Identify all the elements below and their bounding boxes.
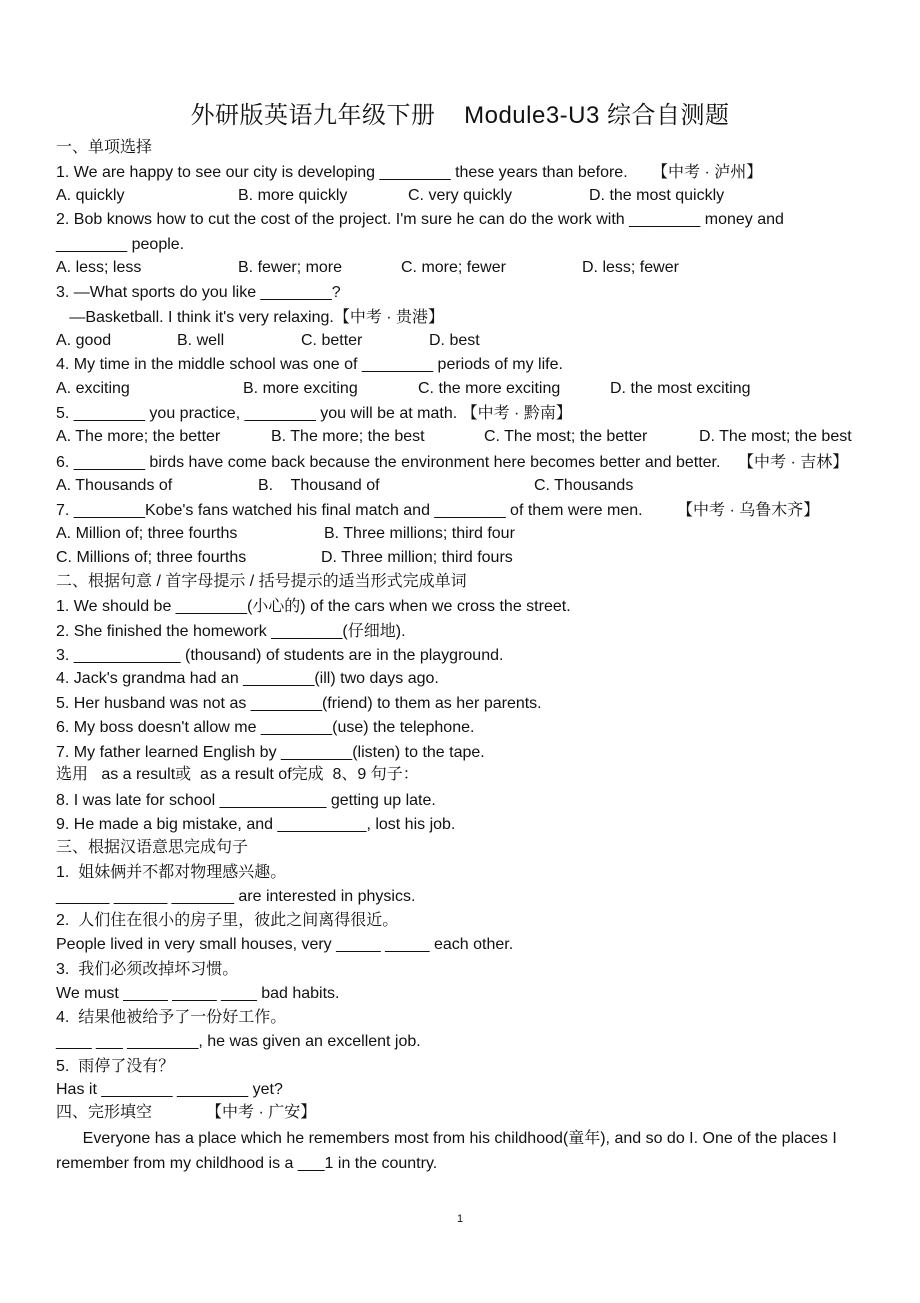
q3-option-c: C. better bbox=[301, 332, 363, 349]
fill-line-2: 2. She finished the homework ________(仔细地). bbox=[56, 623, 406, 640]
q5-option-b: B. The more; the best bbox=[271, 428, 425, 445]
q4-option-a: A. exciting bbox=[56, 380, 130, 397]
q7-option-d: D. Three million; third fours bbox=[321, 549, 513, 566]
fill-line-9: 9. He made a big mistake, and __________, lost his job. bbox=[56, 816, 456, 833]
fill-instruction-note: 选用 as a result或 as a result of完成 8、9 句子： bbox=[56, 766, 419, 783]
section-heading-4: 四、完形填空 bbox=[56, 1104, 153, 1121]
page-number: 1 bbox=[456, 1213, 464, 1225]
q6-option-a: A. Thousands of bbox=[56, 477, 173, 494]
q6-stem: 6. ________ birds have come back because the environment here becomes better and better. bbox=[56, 454, 721, 471]
q1-option-b: B. more quickly bbox=[238, 187, 348, 204]
q6-option-b: B. Thousand of bbox=[258, 477, 380, 494]
q1-option-d: D. the most quickly bbox=[589, 187, 725, 204]
q3-stem-cont: —Basketball. I think it's very relaxing.【中考 · 贵港】 bbox=[56, 309, 445, 326]
q5-option-c: C. The most; the better bbox=[484, 428, 648, 445]
q2-stem-cont: ________ people. bbox=[56, 236, 185, 253]
q5-option-d: D. The most; the best bbox=[699, 428, 852, 445]
q1-stem: 1. We are happy to see our city is developing ________ these years than before. bbox=[56, 164, 628, 181]
translate-prompt-2: 2. 人们住在很小的房子里，彼此之间离得很近。 bbox=[56, 912, 399, 929]
q7-option-a: A. Million of; three fourths bbox=[56, 525, 238, 542]
q2-option-b: B. fewer; more bbox=[238, 259, 343, 276]
cloze-paragraph-line-2: remember from my childhood is a ___1 in the country. bbox=[56, 1155, 438, 1172]
translate-prompt-3: 3. 我们必须改掉坏习惯。 bbox=[56, 961, 239, 978]
translate-answer-2: People lived in very small houses, very _____ _____ each other. bbox=[56, 936, 514, 953]
q1-source-tag: 【中考 · 泸州】 bbox=[652, 164, 763, 181]
q3-option-b: B. well bbox=[177, 332, 225, 349]
fill-line-1: 1. We should be ________(小心的) of the cars when we cross the street. bbox=[56, 598, 571, 615]
q7-stem: 7. ________Kobe's fans watched his final match and ________ of them were men. bbox=[56, 502, 643, 519]
q5-option-a: A. The more; the better bbox=[56, 428, 221, 445]
q4-option-b: B. more exciting bbox=[243, 380, 358, 397]
translate-prompt-1: 1. 姐妹俩并不都对物理感兴趣。 bbox=[56, 864, 287, 881]
q3-stem: 3. —What sports do you like ________? bbox=[56, 284, 341, 301]
section-heading-2: 二、根据句意 / 首字母提示 / 括号提示的适当形式完成单词 bbox=[56, 573, 467, 590]
fill-line-7: 7. My father learned English by ________(listen) to the tape. bbox=[56, 744, 485, 761]
cloze-paragraph-line-1: Everyone has a place which he remembers most from his childhood(童年), and so do I. One of the places I bbox=[56, 1130, 837, 1147]
cloze-source-tag: 【中考 · 广安】 bbox=[206, 1104, 317, 1121]
q7-option-c: C. Millions of; three fourths bbox=[56, 549, 247, 566]
q4-option-c: C. the more exciting bbox=[418, 380, 561, 397]
q3-option-a: A. good bbox=[56, 332, 112, 349]
q3-option-d: D. best bbox=[429, 332, 480, 349]
translate-answer-3: We must _____ _____ ____ bad habits. bbox=[56, 985, 340, 1002]
q4-stem: 4. My time in the middle school was one of ________ periods of my life. bbox=[56, 356, 563, 373]
q5-stem: 5. ________ you practice, ________ you will be at math. 【中考 · 黔南】 bbox=[56, 405, 572, 422]
fill-line-5: 5. Her husband was not as ________(friend) to them as her parents. bbox=[56, 695, 542, 712]
translate-prompt-4: 4. 结果他被给予了一份好工作。 bbox=[56, 1009, 287, 1026]
q2-option-d: D. less; fewer bbox=[582, 259, 679, 276]
q1-option-c: C. very quickly bbox=[408, 187, 513, 204]
translate-prompt-5: 5. 雨停了没有？ bbox=[56, 1058, 175, 1075]
fill-line-4: 4. Jack's grandma had an ________(ill) two days ago. bbox=[56, 670, 439, 687]
fill-line-6: 6. My boss doesn't allow me ________(use) the telephone. bbox=[56, 719, 475, 736]
q7-option-b: B. Three millions; third four bbox=[324, 525, 515, 542]
q2-option-c: C. more; fewer bbox=[401, 259, 506, 276]
q6-option-c: C. Thousands bbox=[534, 477, 634, 494]
fill-line-3: 3. ____________ (thousand) of students are in the playground. bbox=[56, 647, 504, 664]
page-title: 外研版英语九年级下册 Module3-U3 综合自测题 bbox=[190, 102, 730, 129]
translate-answer-1: ______ ______ _______ are interested in physics. bbox=[56, 888, 416, 905]
section-heading-3: 三、根据汉语意思完成句子 bbox=[56, 839, 249, 856]
q4-option-d: D. the most exciting bbox=[610, 380, 751, 397]
q6-source-tag: 【中考 · 吉林】 bbox=[738, 454, 849, 471]
q2-option-a: A. less; less bbox=[56, 259, 142, 276]
fill-line-8: 8. I was late for school ____________ getting up late. bbox=[56, 792, 436, 809]
translate-answer-4: ____ ___ ________, he was given an excellent job. bbox=[56, 1033, 421, 1050]
q7-source-tag: 【中考 · 乌鲁木齐】 bbox=[677, 502, 820, 519]
q2-stem: 2. Bob knows how to cut the cost of the project. I'm sure he can do the work with ________ money and bbox=[56, 211, 784, 228]
section-heading-1: 一、单项选择 bbox=[56, 139, 153, 156]
translate-answer-5: Has it ________ ________ yet? bbox=[56, 1081, 283, 1098]
q1-option-a: A. quickly bbox=[56, 187, 125, 204]
